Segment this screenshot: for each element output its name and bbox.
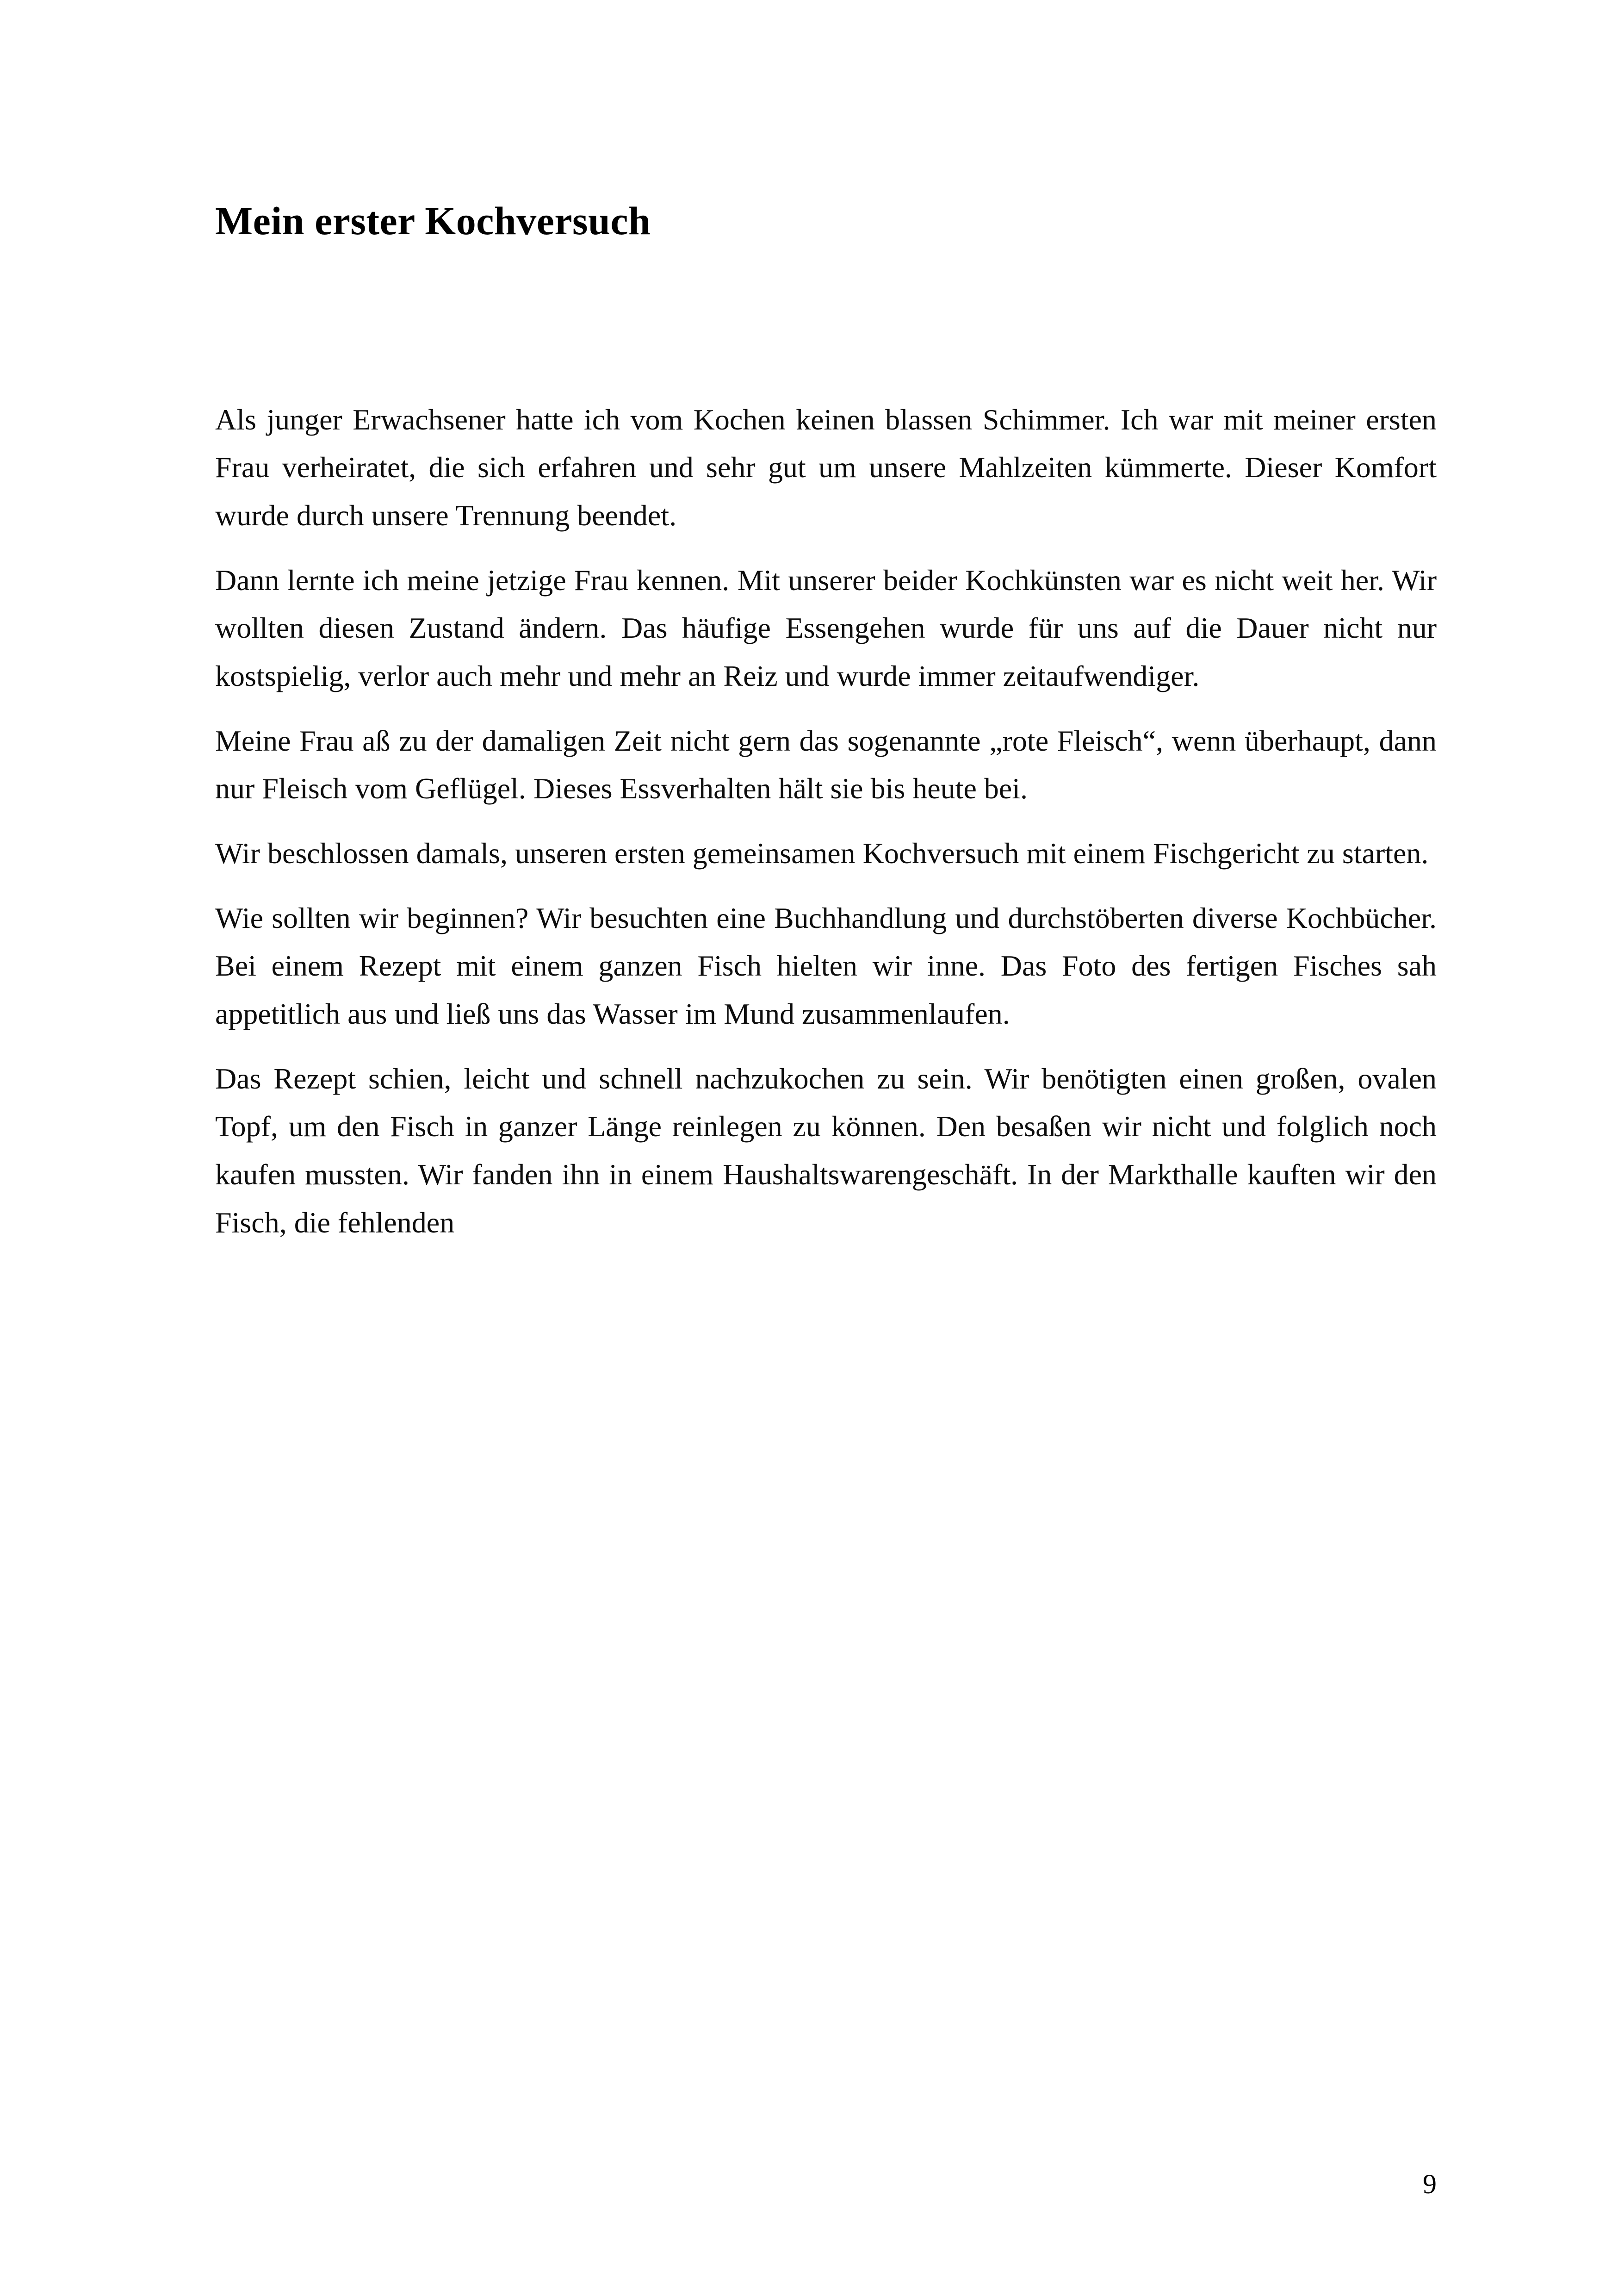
page-content: [215, 199, 1437, 1246]
paragraph: Dann lernte ich meine jetzige Frau kennen. Mit unserer beider Kochkünsten war es nicht weit her. Wir wollten diesen Zustand ändern. Das häufige Essengehen wurde für uns auf die Dauer nicht nur kostspielig, verlor auch mehr und mehr an Reiz und wurde immer zeitaufwendiger.: [215, 563, 1437, 692]
paragraph: Das Rezept schien, leicht und schnell nachzukochen zu sein. Wir benötigten einen großen, ovalen Topf, um den Fisch in ganzer Länge reinlegen zu können. Den besaßen wir nicht und folglich noch kaufen mussten. Wir fanden ihn in einem Haushaltswarengeschäft. In der Markthalle kauften wir den Fisch, die fehlenden: [215, 1062, 1437, 1239]
paragraph: Wie sollten wir beginnen? Wir besuchten eine Buchhandlung und durchstöberten diverse Kochbücher. Bei einem Rezept mit einem ganzen Fisch hielten wir inne. Das Foto des fertigen Fisches sah appetitlich aus und ließ uns das Wasser im Mund zusammenlaufen.: [215, 901, 1437, 1030]
paragraph: Meine Frau aß zu der damaligen Zeit nicht gern das sogenannte „rote Fleisch“, wenn überhaupt, dann nur Fleisch vom Geflügel. Dieses Essverhalten hält sie bis heute bei.: [215, 724, 1437, 805]
page-number: 9: [1423, 2169, 1437, 2199]
paragraph: Wir beschlossen damals, unseren ersten gemeinsamen Kochversuch mit einem Fischgericht zu starten.: [215, 836, 1429, 870]
paragraph: Als junger Erwachsener hatte ich vom Kochen keinen blassen Schimmer. Ich war mit meiner ersten Frau verheiratet, die sich erfahren und sehr gut um unsere Mahlzeiten kümmerte. Dieser Komfort wurde durch unsere Trennung beendet.: [215, 403, 1437, 532]
body-text: [215, 396, 1437, 1247]
chapter-title: Mein erster Kochversuch: [215, 199, 651, 243]
